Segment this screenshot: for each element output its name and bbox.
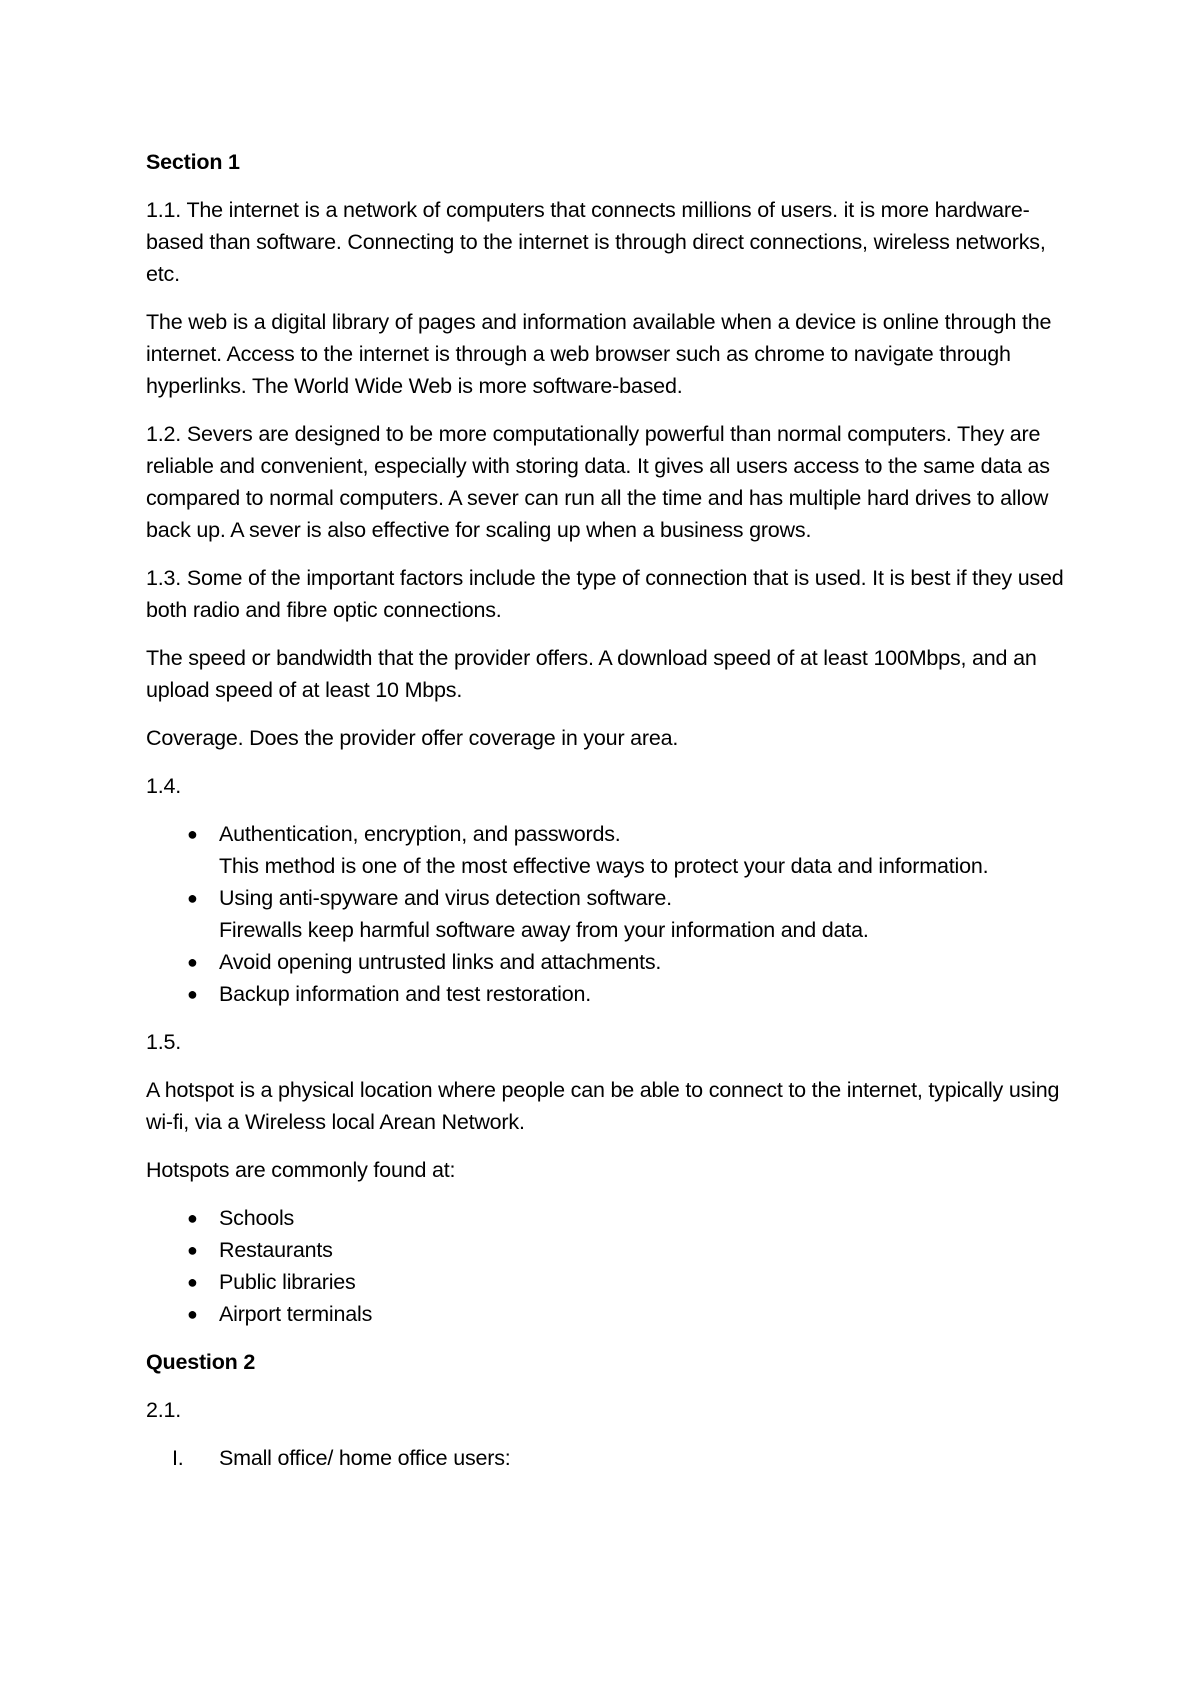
list-item-label: Backup information and test restoration. bbox=[219, 982, 592, 1006]
list-item-label: Avoid opening untrusted links and attachments. bbox=[219, 950, 662, 974]
list-item bbox=[146, 1298, 1076, 1330]
bullet-icon: ● bbox=[187, 952, 198, 972]
list-item bbox=[146, 818, 1076, 882]
list-item bbox=[146, 946, 1076, 978]
bullet-icon: ● bbox=[187, 984, 198, 1004]
list-item-label: Using anti-spyware and virus detection software. bbox=[219, 886, 672, 910]
section-heading: Section 1 bbox=[146, 150, 240, 174]
list-item bbox=[146, 1442, 1076, 1474]
list-item-label: Airport terminals bbox=[219, 1302, 373, 1326]
bullet-icon: ● bbox=[187, 1208, 198, 1228]
heading-1-4: 1.4. bbox=[146, 774, 182, 798]
paragraph-1-1: 1.1. The internet is a network of computers that connects millions of users. it is more hardware-based than software. Connecting to the internet is through direct connections, wireless networks, etc. bbox=[146, 198, 1046, 286]
paragraph-hotspots-found: Hotspots are commonly found at: bbox=[146, 1158, 456, 1182]
heading-1-5: 1.5. bbox=[146, 1030, 182, 1054]
list-item-label: Schools bbox=[219, 1206, 295, 1230]
bullet-icon: ● bbox=[187, 1240, 198, 1260]
list-item-label: Authentication, encryption, and passwords. bbox=[219, 822, 621, 846]
bullet-icon: ● bbox=[187, 888, 198, 908]
document-body bbox=[146, 146, 1076, 1474]
heading-2-1: 2.1. bbox=[146, 1398, 182, 1422]
list-item-note: This method is one of the most effective ways to protect your data and information. bbox=[219, 854, 989, 878]
paragraph-1-3: 1.3. Some of the important factors include the type of connection that is used. It is best if they used both radio and fibre optic connections. bbox=[146, 566, 1064, 622]
list-item bbox=[146, 1266, 1076, 1298]
list-item-label: Public libraries bbox=[219, 1270, 356, 1294]
hotspot-list bbox=[146, 1202, 1076, 1330]
paragraph-speed: The speed or bandwidth that the provider offers. A download speed of at least 100Mbps, and an upload speed of at least 10 Mbps. bbox=[146, 646, 1037, 702]
question-heading: Question 2 bbox=[146, 1350, 256, 1374]
bullet-icon: ● bbox=[187, 1272, 198, 1292]
roman-list bbox=[146, 1442, 1076, 1474]
bullet-icon: ● bbox=[187, 824, 198, 844]
paragraph-coverage: Coverage. Does the provider offer coverage in your area. bbox=[146, 726, 679, 750]
list-item bbox=[146, 1202, 1076, 1234]
list-item-label: Small office/ home office users: bbox=[219, 1446, 511, 1470]
list-item bbox=[146, 1234, 1076, 1266]
paragraph-web: The web is a digital library of pages and information available when a device is online through the internet. Access to the internet is through a web browser such as chrome to navigate through hyperlinks. The World Wide Web is more software-based. bbox=[146, 310, 1052, 398]
security-list bbox=[146, 818, 1076, 1010]
paragraph-1-2: 1.2. Severs are designed to be more computationally powerful than normal computers. They are reliable and convenient, especially with storing data. It gives all users access to the same data as compared to normal computers. A sever can run all the time and has multiple hard drives to allow back up. A sever is also effective for scaling up when a business grows. bbox=[146, 422, 1050, 542]
paragraph-hotspot: A hotspot is a physical location where people can be able to connect to the internet, typically using wi-fi, via a Wireless local Arean Network. bbox=[146, 1078, 1060, 1134]
bullet-icon: ● bbox=[187, 1304, 198, 1324]
list-item bbox=[146, 978, 1076, 1010]
list-item-label: Restaurants bbox=[219, 1238, 333, 1262]
list-item bbox=[146, 882, 1076, 946]
roman-marker: I. bbox=[172, 1446, 184, 1470]
list-item-note: Firewalls keep harmful software away from your information and data. bbox=[219, 918, 869, 942]
